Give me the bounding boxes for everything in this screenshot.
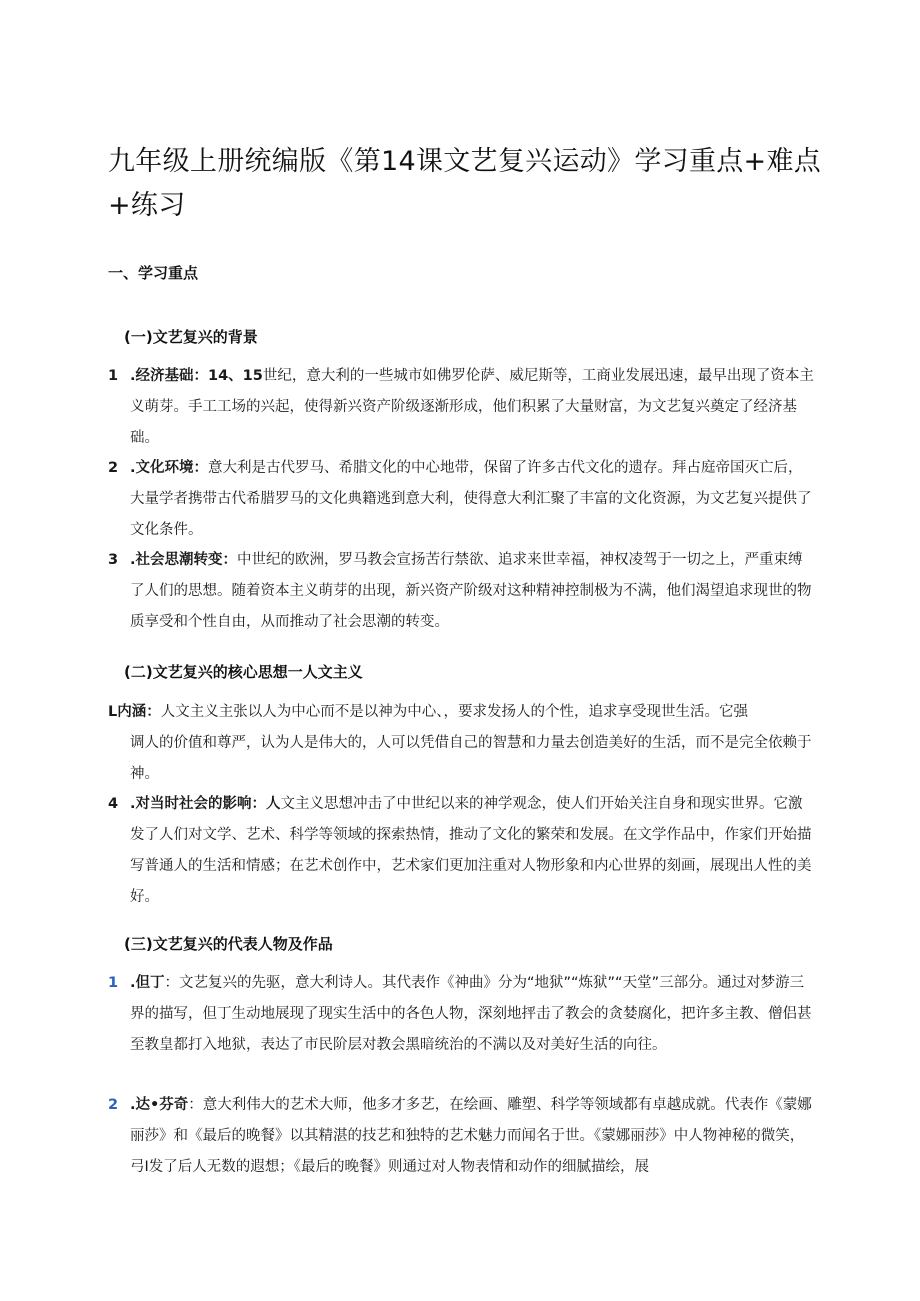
list-item xyxy=(108,1090,814,1183)
item-text-continued: 调人的价值和尊严，认为人是伟大的，人可以凭借自己的智慧和力量去创造美好的生活，而不是完全依赖于神。 xyxy=(130,735,812,782)
item-text: 人文主义主张以人为中心而不是以神为中心、，要求发扬人的个性，追求享受现世生活。它强 xyxy=(160,704,748,720)
item-number: 2 xyxy=(108,460,119,476)
list-item xyxy=(108,545,814,638)
item-number: 4 xyxy=(108,796,119,812)
item-lead: .对当时社会的影响：人 xyxy=(130,796,281,812)
item-lead: .达•芬奇 xyxy=(130,1097,189,1113)
item-lead: .文化环境： xyxy=(130,460,209,476)
section-heading-key-points: 一、学习重点 xyxy=(108,264,199,282)
page-title: 九年级上册统编版《第14课文艺复兴运动》学习重点+难点+练习 xyxy=(108,146,822,221)
list-item xyxy=(108,968,814,1061)
list-item xyxy=(108,453,814,546)
subsection-heading-figures: (三)文艺复兴的代表人物及作品 xyxy=(124,935,333,953)
item-number: 3 xyxy=(108,552,119,568)
item-number: 2 xyxy=(108,1097,119,1113)
item-lead: .但丁 xyxy=(130,975,165,991)
item-text: 意大利是古代罗马、希腊文化的中心地带，保留了许多古代文化的遗存。拜占庭帝国灭亡后，大量学者携带古代希腊罗马的文化典籍逃到意大利，使得意大利汇聚了丰富的文化资源，为文艺复兴提供了文化条件。 xyxy=(130,460,812,538)
list-item xyxy=(108,789,814,913)
item-lead: .经济基础：14、15 xyxy=(130,368,263,384)
subsection-heading-humanism: (二)文艺复兴的核心思想一人文主义 xyxy=(124,663,363,681)
item-lead: L内涵： xyxy=(108,704,161,720)
item-text: 中世纪的欧洲，罗马教会宣扬苦行禁欲、追求来世幸福，神权凌驾于一切之上，严重束缚了人们的思想。随着资本主义萌芽的出现，新兴资产阶级对这种精神控制极为不满，他们渴望追求现世的物质享受和个性自由，从而推动了社会思潮的转变。 xyxy=(130,552,812,630)
subsection-heading-background: (一)文艺复兴的背景 xyxy=(124,328,258,346)
item-lead: .社会思潮转变： xyxy=(130,552,238,568)
item-text: ：意大利伟大的艺术大师，他多才多艺，在绘画、雕塑、科学等领域都有卓越成就。代表作《蒙娜丽莎》和《最后的晚餐》以其精湛的技艺和独特的艺术魅力而闻名于世。《蒙娜丽莎》中人物神秘的微笑，弓I发了后人无数的遐想；《最后的晚餐》则通过对人物表情和动作的细腻描绘，展 xyxy=(130,1097,812,1175)
list-item xyxy=(108,361,814,454)
item-text: ：文艺复兴的先驱，意大利诗人。其代表作《神曲》分为“地狱”“炼狱”“天堂”三部分。通过对梦游三界的描写，但丁生动地展现了现实生活中的各色人物，深刻地抨击了教会的贪婪腐化，把许多主教、僧侣甚至教皇都打入地狱，表达了市民阶层对教会黑暗统治的不满以及对美好生活的向往。 xyxy=(130,975,812,1053)
item-text: 文主义思想冲击了中世纪以来的神学观念，使人们开始关注自身和现实世界。它激发了人们对文学、艺术、科学等领域的探索热情，推动了文化的繁荣和发展。在文学作品中，作家们开始描写普通人的生活和情感；在艺术创作中，艺术家们更加注重对人物形象和内心世界的刻画，展现出人性的美好。 xyxy=(130,796,812,905)
list-item xyxy=(108,697,814,790)
item-text: 世纪，意大利的一些城市如佛罗伦萨、威尼斯等，工商业发展迅速，最早出现了资本主义萌芽。手工工场的兴起，使得新兴资产阶级逐渐形成，他们积累了大量财富，为文艺复兴奠定了经济基础。 xyxy=(130,368,814,446)
item-number: 1 xyxy=(108,975,119,991)
item-number: 1 xyxy=(108,368,119,384)
